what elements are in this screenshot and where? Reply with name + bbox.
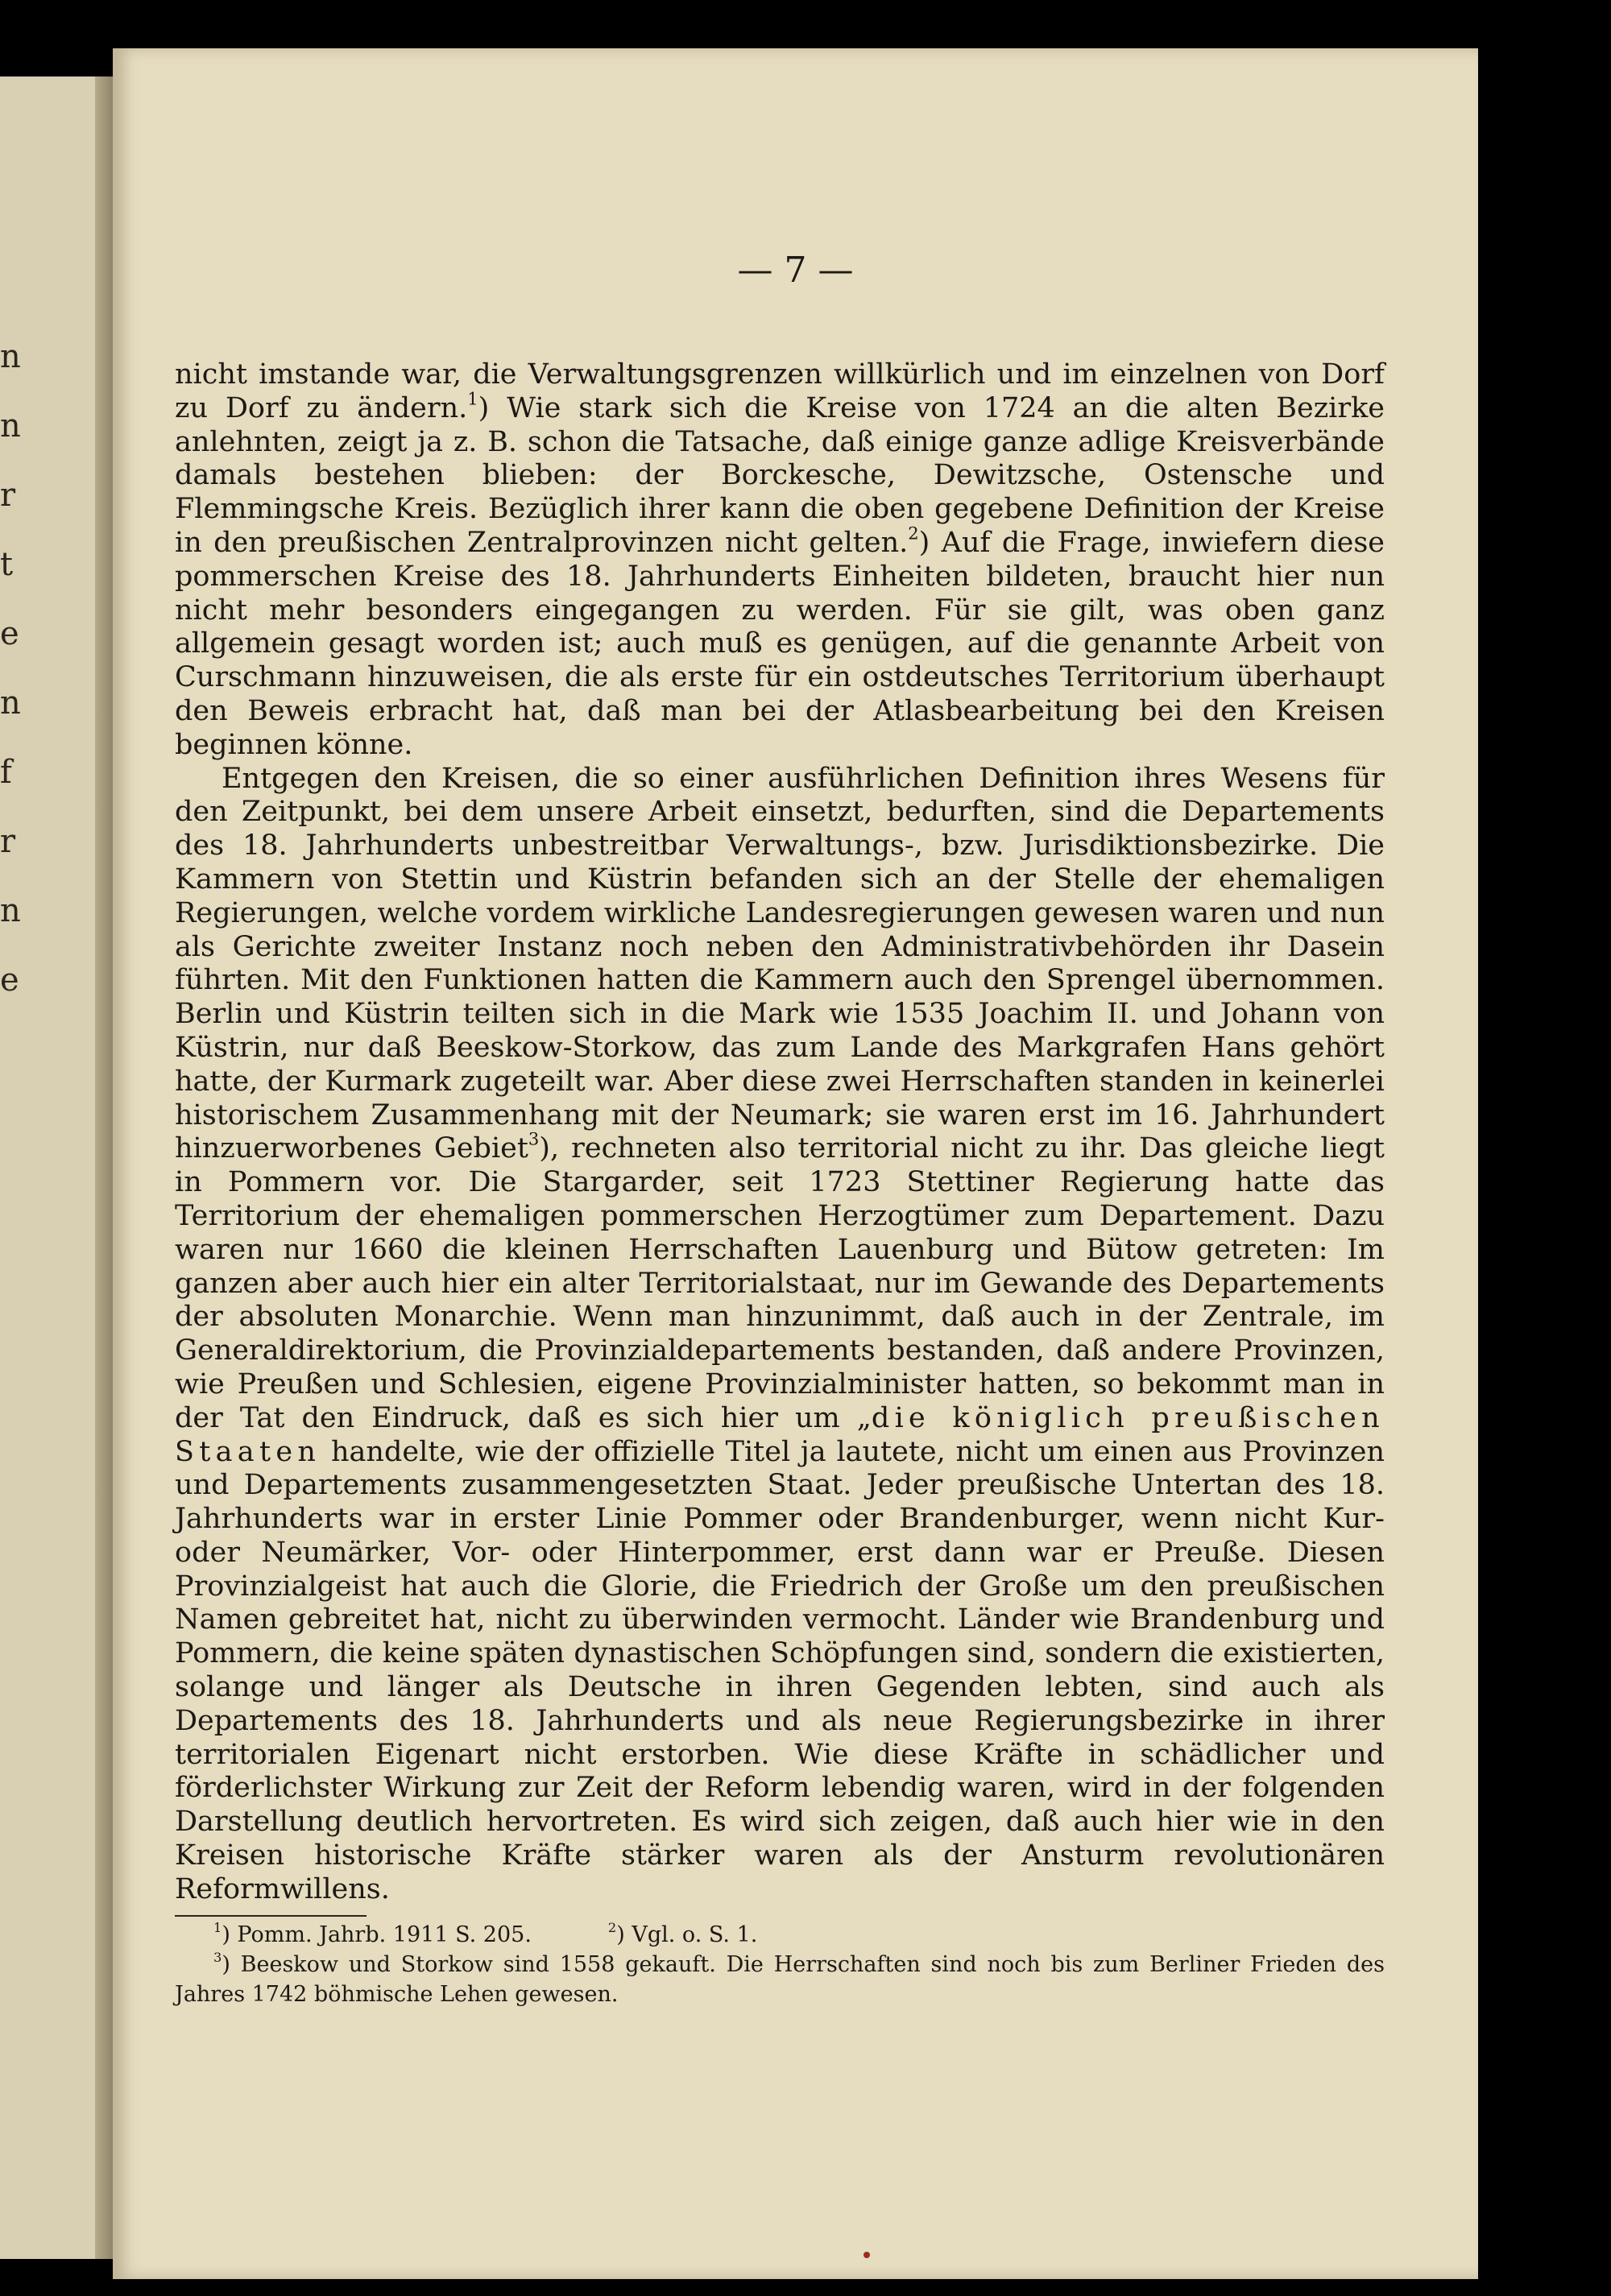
footnote-line-1-2 <box>175 1920 1385 1950</box>
paragraph-2 <box>175 763 1385 1907</box>
margin-fragment: f <box>0 754 12 791</box>
paragraph-1-part-a: nicht imstande war, die Verwaltungsgrenzen willkürlich und im einzelnen von Dorf zu Dorf zu ändern. <box>175 358 1385 424</box>
margin-fragment: r <box>0 477 16 514</box>
margin-fragment: n <box>0 338 21 375</box>
footnote-separator <box>175 1915 367 1917</box>
footnote-1-mark: 1 <box>213 1919 222 1935</box>
margin-fragment: r <box>0 823 16 860</box>
footnote-2-mark: 2 <box>607 1919 617 1935</box>
footnote-reference-1: 1 <box>467 389 478 409</box>
margin-fragment: n <box>0 407 21 445</box>
book-gutter <box>95 77 113 2259</box>
body-text <box>175 358 1385 1907</box>
facing-page-text-fragments <box>0 322 24 1015</box>
footnote-2-text: ) Vgl. o. S. 1. <box>616 1922 758 1947</box>
footnote-1-text: ) Pomm. Jahrb. 1911 S. 205. <box>222 1922 532 1947</box>
paragraph-2-part-c: handelte, wie der offizielle Titel ja lautete, nicht um einen aus Provinzen und Departements zusammengesetzten Staat. Jeder preußische Untertan des 18. Jahrhunderts war in erster Linie Pommer oder Brandenburger, wenn nicht Kur- oder Neumärker, Vor- oder Hinterpommer, erst dann war er Preuße. Diesen Provinzialgeist hat auch die Glorie, die Friedrich der Große um den preußischen Namen gebreitet hat, nicht zu überwinden vermocht. Länder wie Brandenburg und Pommern, die keine späten dynastischen Schöpfungen sind, sondern die existierten, solange und länger als Deutsche in ihren Gegenden lebten, sind auch als Departements des 18. Jahrhunderts und als neue Regierungsbezirke in ihrer territorialen Eigenart nicht erstorben. Wie diese Kräfte in schädlicher und förderlichster Wirkung zur Zeit der Reform lebendig waren, wird in der folgenden Darstellung deutlich hervortreten. Es wird sich zeigen, daß auch hier wie in den Kreisen historische Kräfte stärker waren als der Ansturm revolutionären Reformwillens. <box>175 1435 1385 1905</box>
ink-spot <box>863 2252 870 2258</box>
paragraph-1-part-c: ) Auf die Frage, inwiefern diese pommerschen Kreise des 18. Jahrhunderts Einheiten bildeten, braucht hier nun nicht mehr besonders eingegangen zu werden. Für sie gilt, was oben ganz allgemein gesagt worden ist; auch muß es genügen, auf die genannte Arbeit von Curschmann hinzuweisen, die als erste für ein ostdeutsches Territorium überhaupt den Beweis erbracht hat, daß man bei der Atlasbearbeitung bei den Kreisen beginnen könne. <box>175 526 1385 761</box>
paragraph-1 <box>175 358 1385 763</box>
footnote-3-mark: 3 <box>213 1949 222 1965</box>
paragraph-2-part-a: Entgegen den Kreisen, die so einer ausführlichen Definition ihres Wesens für den Zeitpunkt, bei dem unsere Arbeit einsetzt, bedurften, sind die Departements des 18. Jahrhunderts unbestreitbar Verwaltungs-, bzw. Jurisdiktionsbezirke. Die Kammern von Stettin und Küstrin befanden sich an der Stelle der ehemaligen Regierungen, welche vordem wirkliche Landesregierungen gewesen waren und nun als Gerichte zweiter Instanz noch neben den Administrativbehörden ihr Dasein führten. Mit den Funktionen hatten die Kammern auch den Sprengel übernommen. Berlin und Küstrin teilten sich in die Mark wie 1535 Joachim II. und Johann von Küstrin, nur daß Beeskow-Storkow, das zum Lande des Markgrafen Hans gehört hatte, der Kurmark zugeteilt war. Aber diese zwei Herrschaften standen in keinerlei historischem Zusammenhang mit der Neumark; sie waren erst im 16. Jahrhundert hinzuerworbenes Gebiet <box>175 762 1385 1165</box>
footnote-3-text: ) Beeskow und Storkow sind 1558 gekauft. Die Herrschaften sind noch bis zum Berliner Frieden des Jahres 1742 böhmische Lehen gewesen. <box>175 1952 1385 2007</box>
margin-fragment: t <box>0 546 14 583</box>
footnote-reference-2: 2 <box>908 523 919 544</box>
margin-fragment: e <box>0 615 19 652</box>
book-page <box>113 48 1478 2279</box>
paragraph-1-part-b: ) Wie stark sich die Kreise von 1724 an die alten Bezirke anlehnten, zeigt ja z. B. schon die Tatsache, daß einige ganze adlige Kreisverbände damals bestehen blieben: der Borckesche, Dewitzsche, Ostensche und Flemmingsche Kreis. Bezüglich ihrer kann die oben gegebene Definition der Kreise in den preußischen Zentralprovinzen nicht gelten. <box>175 391 1385 559</box>
footnote-reference-3: 3 <box>528 1129 540 1149</box>
footnote-3 <box>175 1950 1385 2009</box>
margin-fragment: e <box>0 962 19 999</box>
footnotes <box>175 1920 1385 2009</box>
spaced-emphasis: die königlich preußischen Staaten <box>175 1401 1385 1468</box>
margin-fragment: n <box>0 892 21 929</box>
margin-fragment: n <box>0 685 21 722</box>
paragraph-2-part-b: ), rechneten also territorial nicht zu ihr. Das gleiche liegt in Pommern vor. Die Stargarder, seit 1723 Stettiner Regierung hatte das Territorium der ehemaligen pommerschen Herzogtümer zum Departement. Dazu waren nur 1660 die kleinen Herrschaften Lauenburg und Bütow getreten: Im ganzen aber auch hier ein alter Territorialstaat, nur im Gewande des Departements der absoluten Monarchie. Wenn man hinzunimmt, daß auch in der Zentrale, im Generaldirektorium, die Provinzialdepartements bestanden, daß andere Provinzen, wie Preußen und Schlesien, eigene Provinzialminister hatten, so bekommt man in der Tat den Eindruck, daß es sich hier um „ <box>175 1132 1385 1434</box>
page-number: — 7 — <box>737 250 854 291</box>
